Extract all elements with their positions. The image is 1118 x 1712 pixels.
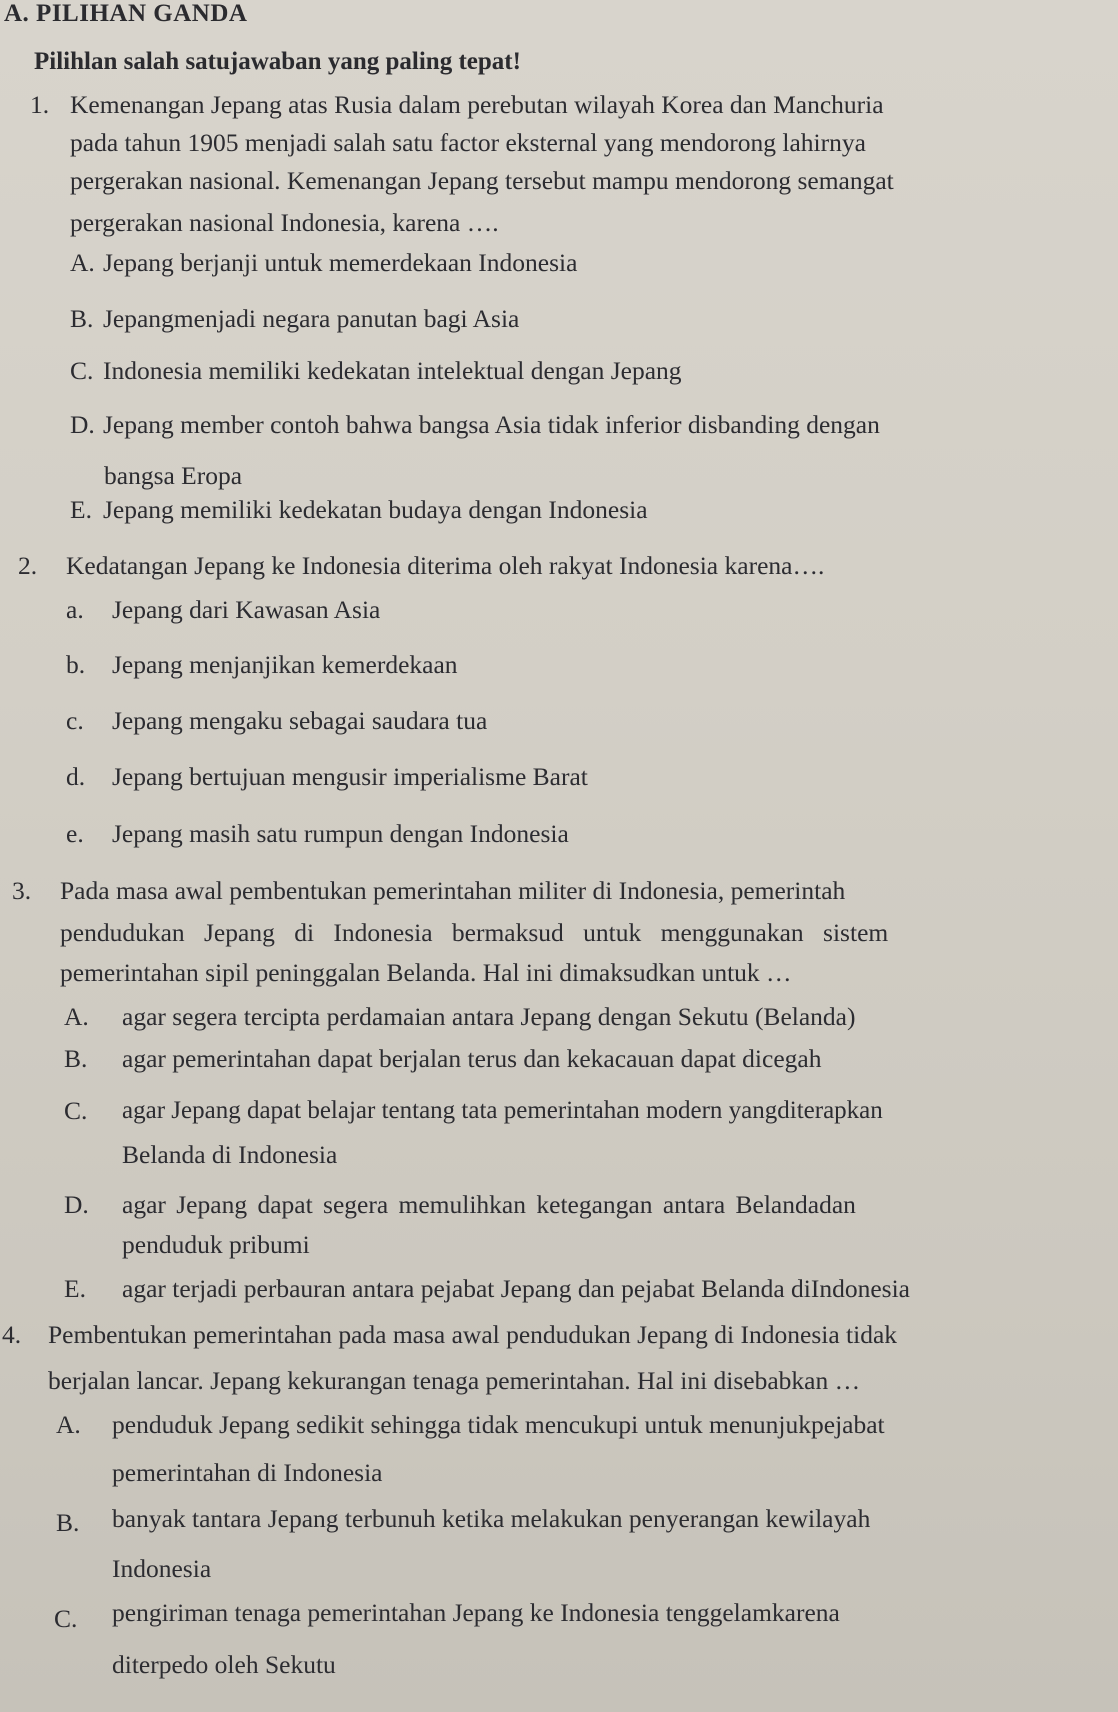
question-1-text-line-4: pergerakan nasional Indonesia, karena …. [70,208,499,237]
question-4-option-c-letter: C. [54,1604,78,1633]
question-3-option-d-text-line-1: agar Jepang dapat segera memulihkan ketegangan antara Belandadan [122,1190,856,1219]
question-4-option-c-text-line-1: pengiriman tenaga pemerintahan Jepang ke Indonesia tenggelamkarena [112,1598,840,1627]
question-4-option-a-text-line-1: penduduk Jepang sedikit sehingga tidak mencukupi untuk menunjukpejabat [112,1410,885,1439]
question-3-option-d-letter: D. [64,1190,89,1219]
question-4-option-a-text-line-2: pemerintahan di Indonesia [112,1458,383,1487]
question-2-option-c-letter: c. [66,706,84,735]
question-3-option-b-letter: B. [64,1044,88,1073]
question-3-option-e-letter: E. [64,1274,86,1303]
section-title: A. PILIHAN GANDA [4,0,248,27]
question-1-text-line-1: Kemenangan Jepang atas Rusia dalam perebutan wilayah Korea dan Manchuria [70,90,884,119]
question-4-text-line-2: berjalan lancar. Jepang kekurangan tenaga pemerintahan. Hal ini disebabkan … [48,1366,861,1395]
question-3-number: 3. [12,876,32,905]
question-3-text-line-1 [60,878,1112,904]
question-2-option-c-text: Jepang mengaku sebagai saudara tua [112,706,488,735]
question-4-number: 4. [2,1320,22,1349]
question-1-option-e-letter: E. [70,495,92,524]
question-2-option-e-text: Jepang masih satu rumpun dengan Indonesia [112,819,569,848]
question-2-text-line-1: Kedatangan Jepang ke Indonesia diterima oleh rakyat Indonesia karena…. [66,551,825,580]
question-1-number: 1. [30,90,50,119]
question-1-option-b-letter: B. [70,304,94,333]
question-1-option-d-letter: D. [70,410,95,439]
question-2-option-a-text: Jepang dari Kawasan Asia [112,595,381,624]
question-3-option-a-letter: A. [64,1002,89,1031]
question-1-option-b-text: Jepangmenjadi negara panutan bagi Asia [103,304,520,333]
question-3-text-line-3: pemerintahan sipil peninggalan Belanda. Hal ini dimaksudkan untuk … [60,958,792,987]
instruction-text: Pilihlan salah satujawaban yang paling tepat! [34,48,521,75]
question-2-option-b-text: Jepang menjanjikan kemerdekaan [112,650,458,679]
question-1-option-d-text-line-1: Jepang member contoh bahwa bangsa Asia tidak inferior disbanding dengan [103,410,880,439]
question-2-option-e-letter: e. [66,819,84,848]
question-3-text-line-2: pendudukan Jepang di Indonesia bermaksud untuk menggunakan sistem [60,918,889,947]
question-3-option-c-text-line-1: agar Jepang dapat belajar tentang tata pemerintahan modern yangditerapkan [122,1097,883,1124]
question-3-text-line-1-content: Pada masa awal pembentukan pemerintahan militer di Indonesia, pemerintah [60,876,846,905]
question-3-option-d-text-line-2: penduduk pribumi [122,1230,310,1259]
question-1-text-line-2: pada tahun 1905 menjadi salah satu factor eksternal yang mendorong lahirnya [70,128,866,157]
question-4-option-c-text-line-2: diterpedo oleh Sekutu [112,1650,336,1679]
question-1-option-e-text: Jepang memiliki kedekatan budaya dengan Indonesia [103,495,648,524]
question-1-option-a-letter: A. [70,248,95,277]
question-1-option-c-letter: C. [70,356,94,385]
question-2-option-a-letter: a. [66,595,84,624]
question-4-text-line-1: Pembentukan pemerintahan pada masa awal pendudukan Jepang di Indonesia tidak [48,1320,898,1349]
question-2-option-d-text: Jepang bertujuan mengusir imperialisme Barat [112,762,588,791]
question-1-option-a-text: Jepang berjanji untuk memerdekaan Indonesia [103,248,578,277]
question-3-option-c-text-line-2: Belanda di Indonesia [122,1140,338,1169]
question-1-option-d-text-line-2: bangsa Eropa [104,461,243,490]
question-3-option-b-text: agar pemerintahan dapat berjalan terus dan kekacauan dapat dicegah [122,1044,822,1073]
question-2-option-b-letter: b. [66,650,86,679]
question-1-option-c-text: Indonesia memiliki kedekatan intelektual dengan Jepang [103,356,682,385]
question-2-option-d-letter: d. [66,762,86,791]
question-4-option-a-letter: A. [56,1410,81,1439]
question-1-text-line-3: pergerakan nasional. Kemenangan Jepang tersebut mampu mendorong semangat [70,166,894,195]
question-4-option-b-text-line-1: banyak tantara Jepang terbunuh ketika melakukan penyerangan kewilayah [112,1504,871,1533]
question-3-option-e-text: agar terjadi perbauran antara pejabat Jepang dan pejabat Belanda diIndonesia [122,1274,910,1303]
question-3-option-c-letter: C. [64,1096,88,1125]
question-4-option-b-text-line-2: Indonesia [112,1554,212,1583]
question-3-option-a-text: agar segera tercipta perdamaian antara Jepang dengan Sekutu (Belanda) [122,1002,856,1031]
question-2-number: 2. [18,551,38,580]
question-4-option-b-letter: B. [56,1508,80,1537]
